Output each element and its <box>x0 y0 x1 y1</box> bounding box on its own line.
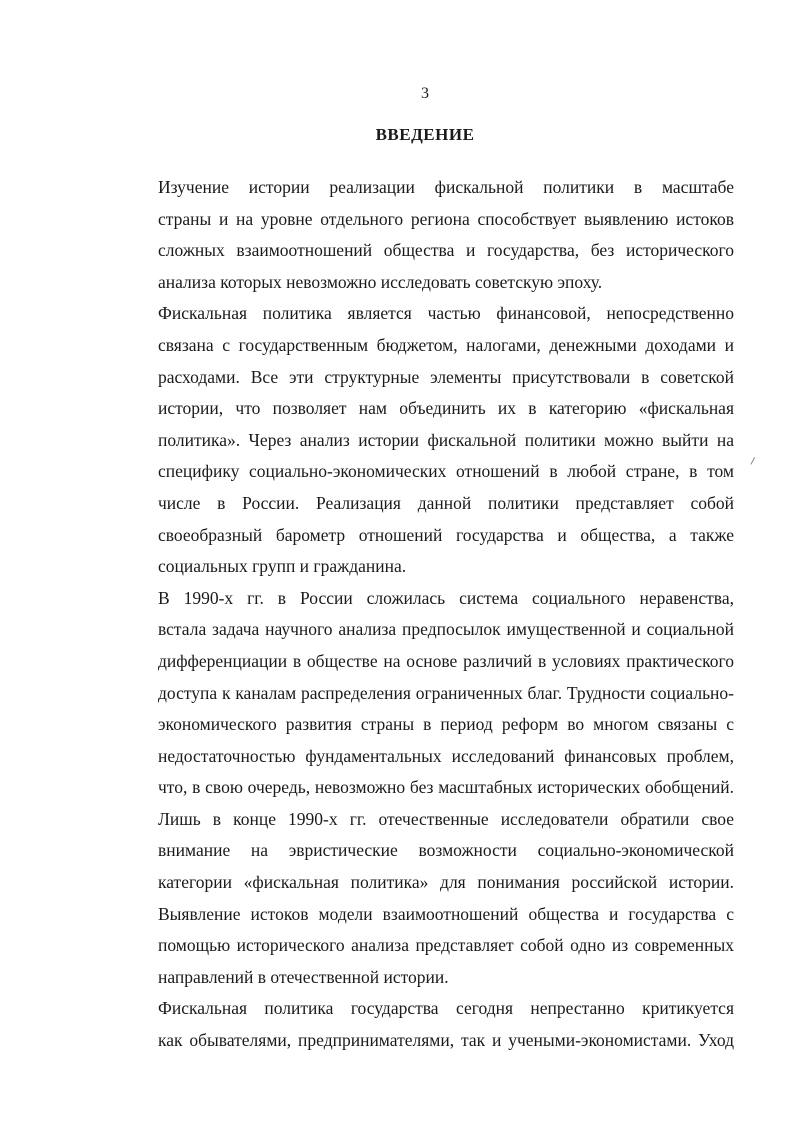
text-line: социальных групп и гражданина. <box>158 556 407 577</box>
text-line: доступа к каналам распределения ограниченных благ. Трудности социально- <box>158 682 734 703</box>
scan-artifact-mark <box>750 457 759 467</box>
page-number: 3 <box>421 85 429 102</box>
text-line: В 1990-х гг. в России сложилась система социального неравенства, <box>158 587 734 608</box>
text-line: расходами. Все эти структурные элементы присутствовали в советской <box>158 366 734 387</box>
text-line: политика». Через анализ истории фискальной политики можно выйти на <box>158 429 734 450</box>
text-line: категории «фискальная политика» для понимания российской истории. <box>158 872 734 893</box>
paragraph-1 <box>114 172 734 298</box>
text-line: числе в России. Реализация данной политики представляет собой <box>158 492 734 513</box>
text-line: Фискальная политика является частью финансовой, непосредственно <box>158 303 734 324</box>
text-line: внимание на эвристические возможности социально-экономической <box>158 840 734 861</box>
text-line: анализа которых невозможно исследовать советскую эпоху. <box>158 271 603 292</box>
text-line: недостаточностью фундаментальных исследований финансовых проблем, <box>158 745 734 766</box>
paragraph-2 <box>114 298 734 582</box>
text-line: своеобразный барометр отношений государства и общества, а также <box>158 524 734 545</box>
paragraph-4 <box>114 993 734 1056</box>
text-line: направлений в отечественной истории. <box>158 966 449 987</box>
text-line: истории, что позволяет нам объединить их в категорию «фискальная <box>158 398 734 419</box>
page-title: ВВЕДЕНИЕ <box>375 125 475 144</box>
text-line: специфику социально-экономических отношений в любой стране, в том <box>158 461 734 482</box>
text-line: сложных взаимоотношений общества и государства, без исторического <box>158 240 734 261</box>
body-text <box>114 172 734 1057</box>
text-line: Изучение истории реализации фискальной политики в масштабе <box>158 177 734 197</box>
text-line: дифференциации в обществе на основе различий в условиях практического <box>158 650 734 671</box>
text-line: Выявление истоков модели взаимоотношений общества и государства с <box>158 903 734 924</box>
text-line: помощью исторического анализа представляет собой одно из современных <box>158 935 734 956</box>
text-line: как обывателями, предпринимателями, так и учеными-экономистами. Уход <box>158 1030 734 1051</box>
text-line: Фискальная политика государства сегодня непрестанно критикуется <box>158 998 734 1019</box>
text-line: связана с государственным бюджетом, налогами, денежными доходами и <box>158 334 734 355</box>
text-line: страны и на уровне отдельного региона способствует выявлению истоков <box>158 208 734 229</box>
text-line: Лишь в конце 1990-х гг. отечественные исследователи обратили свое <box>158 808 734 829</box>
text-line: экономического развития страны в период реформ во многом связаны с <box>158 714 734 735</box>
text-line: что, в свою очередь, невозможно без масштабных исторических обобщений. <box>158 777 734 798</box>
text-line: встала задача научного анализа предпосылок имущественной и социальной <box>158 619 734 640</box>
paragraph-3 <box>114 583 734 994</box>
